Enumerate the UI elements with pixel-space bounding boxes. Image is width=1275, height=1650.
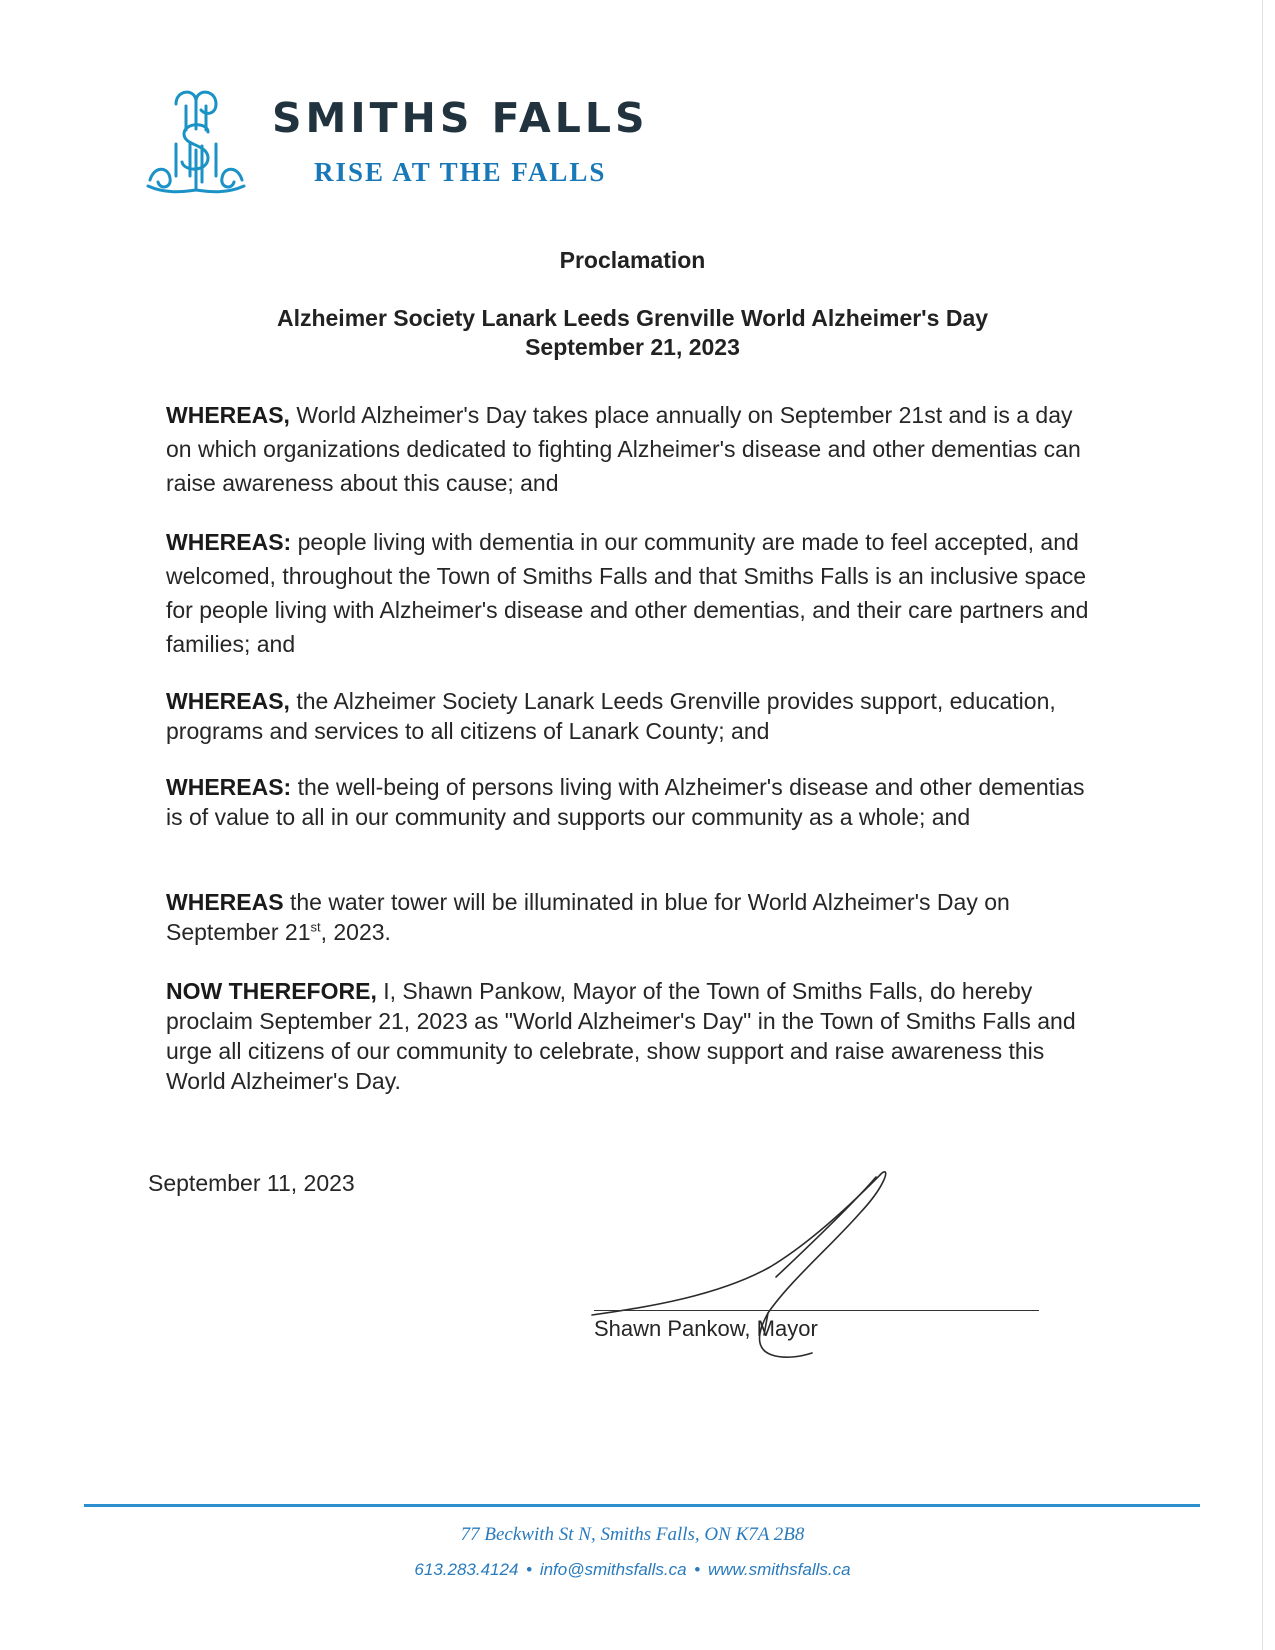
clause-text: the Alzheimer Society Lanark Leeds Grenville provides support, education, programs and services to all citizens of Lanark County; and [166,688,1056,744]
clause-paragraph [166,686,1096,746]
clause-paragraph [166,976,1096,1096]
clause-lead: WHEREAS: [166,529,292,555]
footer-contact [0,1560,1265,1580]
clause-text: the water tower will be illuminated in blue for World Alzheimer's Day on September 21 [166,889,1010,945]
clause-paragraph [166,772,1096,832]
clause-lead: WHEREAS [166,889,284,915]
clause-text: World Alzheimer's Day takes place annually on September 21st and is a day on which organizations dedicated to fighting Alzheimer's disease and other dementias can raise awareness about this cause; and [166,402,1081,496]
clause-text: people living with dementia in our community are made to feel accepted, and welcomed, throughout the Town of Smiths Falls and that Smiths Falls is an inclusive space for people living with Alzheimer's disease and other dementias, and their care partners and families; and [166,529,1089,657]
footer-phone: 613.283.4124 [414,1560,519,1579]
footer-divider [84,1504,1200,1507]
footer-email-link[interactable]: info@smithsfalls.ca [539,1560,687,1579]
document-event-date: September 21, 2023 [525,334,740,360]
clause-lead: WHEREAS: [166,774,292,800]
brand-name: SMITHS FALLS [272,94,649,142]
bullet-separator-icon: • [526,1560,533,1579]
signature-label: Shawn Pankow, Mayor [594,1316,818,1341]
document-subtitle: Alzheimer Society Lanark Leeds Grenville World Alzheimer's Day [276,305,989,331]
clause-tail: , 2023. [320,919,391,945]
clause-text: I, Shawn Pankow, Mayor of the Town of Smiths Falls, do hereby proclaim September 21, 2023 as "World Alzheimer's Day" in the Town of Smiths Falls and urge all citizens of our community to celebrate, show support and raise awareness this World Alzheimer's Day. [166,978,1076,1094]
clause-lead: WHEREAS, [166,402,290,428]
brand-tagline: RISE AT THE FALLS [314,157,607,187]
clause-lead: WHEREAS, [166,688,290,714]
clause-text: the well-being of persons living with Alzheimer's disease and other dementias is of value to all in our community and supports our community as a whole; and [166,774,1085,830]
clause-paragraph [166,398,1096,500]
document-title: Proclamation [559,247,706,273]
signature-line [594,1310,1039,1311]
signed-date: September 11, 2023 [148,1170,355,1196]
ordinal-suffix: st [310,919,321,935]
bullet-separator-icon: • [694,1560,701,1579]
clause-paragraph [166,887,1096,947]
footer-address: 77 Beckwith St N, Smiths Falls, ON K7A 2B8 [460,1524,805,1545]
footer-website-link[interactable]: www.smithsfalls.ca [707,1560,851,1579]
smiths-falls-logo-icon [146,84,246,196]
clause-paragraph [166,525,1096,661]
clause-lead: NOW THEREFORE, [166,978,377,1004]
